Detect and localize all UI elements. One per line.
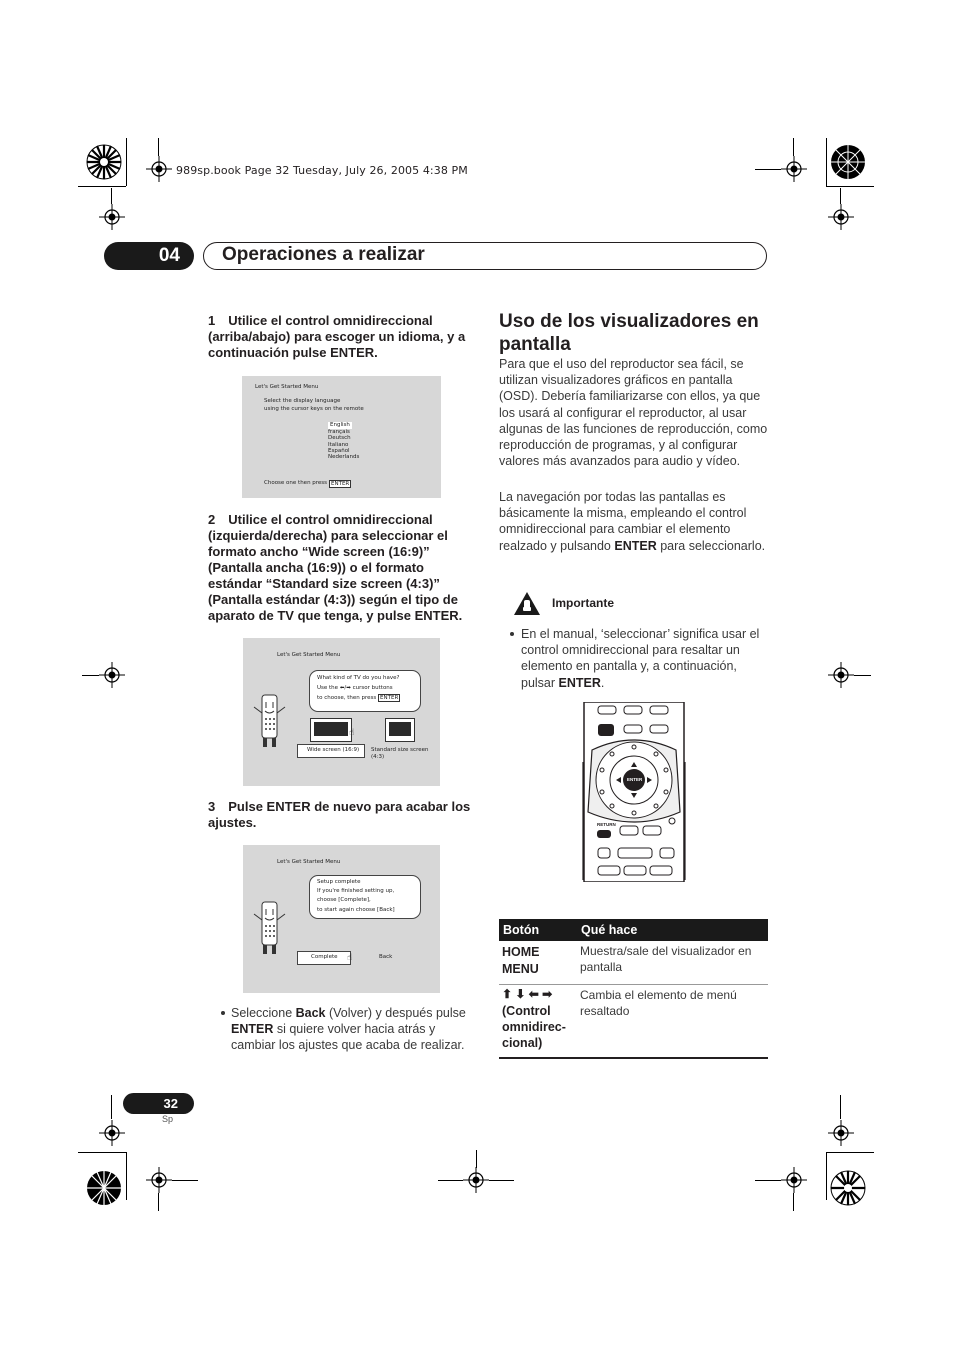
osd-footer: Choose one then press <box>264 480 328 486</box>
starburst-mark-icon <box>84 1168 124 1208</box>
remote-mascot-icon <box>249 693 289 751</box>
pointer-hand-icon: ☝ <box>347 953 353 963</box>
osd-title: Let's Get Started Menu <box>255 384 319 390</box>
wide-screen-option-label: Wide screen (16:9) <box>307 747 360 753</box>
text-part: (Volver) y después pulse <box>325 1006 466 1020</box>
back-keyword: Back <box>295 1006 326 1020</box>
text-part: Seleccione <box>231 1006 296 1020</box>
back-note <box>231 1005 481 1054</box>
tv-standard-option <box>385 718 415 742</box>
text-part: La navegación por todas las pantallas es básicamente la misma, empleando el control omnidireccional para cambiar el elemento realzado y pulsando <box>499 490 747 553</box>
crosshair-mark-icon <box>99 1120 125 1146</box>
column-header-button: Botón <box>503 923 540 937</box>
bullet-dot <box>510 632 514 636</box>
chapter-title: Operaciones a realizar <box>222 244 425 265</box>
step-text: Utilice el control omnidireccional (arriba/abajo) para escoger un idioma, y a continuación pulse ENTER. <box>208 313 466 360</box>
table-row <box>499 985 768 1059</box>
print-slug: 989sp.book Page 32 Tuesday, July 26, 2005 4:38 PM <box>176 164 468 177</box>
language-option: Español <box>328 448 350 454</box>
row-button: (Control omnidirec-cional) <box>502 1004 566 1050</box>
back-option-label: Back <box>379 954 393 960</box>
enter-button-label: ENTER <box>627 777 643 782</box>
osd-screenshot-language <box>242 376 441 498</box>
important-note <box>521 626 769 691</box>
starburst-mark-icon <box>828 1168 868 1208</box>
step-number: 3 <box>208 799 216 814</box>
text-part: En el manual, ‘seleccionar’ significa usar el control omnidireccional para resaltar un elemento en pantalla y, a continuación, pulsar <box>521 627 760 690</box>
enter-keyword: ENTER <box>558 675 601 690</box>
osd-text: to start again choose [Back] <box>317 907 395 913</box>
step-3 <box>208 799 480 831</box>
osd-text: Setup complete <box>317 879 361 885</box>
crosshair-mark-icon <box>828 204 854 230</box>
chapter-number-badge: 04 <box>104 242 194 270</box>
tv-wide-option <box>310 718 355 742</box>
osd-text: What kind of TV do you have? <box>317 675 400 681</box>
step-text: Pulse ENTER de nuevo para acabar los ajustes. <box>208 799 471 830</box>
important-label: Importante <box>552 596 615 610</box>
text-part: . <box>600 675 605 690</box>
step-number: 2 <box>208 512 216 527</box>
enter-key-label: ENTER <box>331 481 350 487</box>
crosshair-mark-icon <box>146 156 172 182</box>
return-button-label: RETURN <box>597 822 616 827</box>
osd-text: If you're finished setting up, <box>317 888 395 894</box>
crosshair-mark-icon <box>99 204 125 230</box>
osd-text: choose [Complete], <box>317 897 371 903</box>
direction-arrows-icon: ⬆ ⬇ ⬅ ➡ <box>502 987 553 1001</box>
osd-screenshot-setup-complete <box>243 845 440 993</box>
crosshair-mark-icon <box>828 662 854 688</box>
osd-title: Let's Get Started Menu <box>277 859 341 865</box>
crosshair-mark-icon <box>99 662 125 688</box>
osd-text-part: Use the <box>317 685 339 691</box>
table-row <box>499 941 768 985</box>
osd-screenshot-tv-type <box>243 638 440 786</box>
crosshair-mark-icon <box>146 1167 172 1193</box>
osd-text-part: to choose, then press <box>317 695 377 701</box>
warning-hand-icon <box>513 591 541 616</box>
language-option-selected: English <box>330 422 350 428</box>
starburst-mark-icon <box>828 142 868 182</box>
step-number: 1 <box>208 313 216 328</box>
row-button: HOME MENU <box>502 945 540 976</box>
language-code: Sp <box>162 1114 174 1124</box>
enter-keyword: ENTER <box>614 538 657 553</box>
step-2 <box>208 512 480 624</box>
language-option: français <box>328 429 350 435</box>
osd-text <box>317 685 393 692</box>
osd-text: Select the display language <box>264 398 341 404</box>
language-option: Italiano <box>328 442 349 448</box>
osd-text <box>317 695 400 702</box>
enter-keyword: ENTER <box>231 1022 274 1037</box>
complete-option-label: Complete <box>311 954 338 960</box>
enter-key-label: ENTER <box>380 695 399 701</box>
navigation-paragraph <box>499 489 769 554</box>
crosshair-mark-icon <box>828 1120 854 1146</box>
standard-screen-option-label: Standard size screen (4:3) <box>371 747 429 760</box>
step-1 <box>208 313 480 361</box>
table-header <box>499 919 768 941</box>
bullet-dot <box>221 1011 225 1015</box>
step-text: Utilice el control omnidireccional (izquierda/derecha) para seleccionar el formato ancho “Wide screen (16:9)” (Pantalla ancha (16:9)) o el formato estándar “Standard size screen (4:3)” (Pantalla estándar (4:3)) según el tipo de aparato de TV que tenga, y pulse ENTER. <box>208 512 463 623</box>
crosshair-mark-icon <box>781 1167 807 1193</box>
crosshair-mark-icon <box>781 156 807 182</box>
pointer-hand-icon: ☝ <box>349 728 355 738</box>
osd-text: using the cursor keys on the remote <box>264 406 364 412</box>
row-description: Cambia el elemento de menú resaltado <box>580 988 737 1019</box>
starburst-mark-icon <box>84 142 124 182</box>
section-heading: Uso de los visualizadores en pantalla <box>499 311 759 355</box>
remote-control-illustration <box>580 702 688 882</box>
crosshair-mark-icon <box>463 1167 489 1193</box>
text-part: si quiere volver hacia atrás y cambiar los ajustes que acaba de realizar. <box>231 1022 465 1053</box>
osd-title: Let's Get Started Menu <box>277 652 341 658</box>
intro-paragraph: Para que el uso del reproductor sea fácil, se utilizan visualizadores gráficos en pantalla (OSD). Debería familiarizarse con ellos, ya que los usará al configurar el reproductor, al usar algunas de las funciones de reproducción, como reproducción de programas, y al configurar valores más avanzados para audio y vídeo. <box>499 357 768 469</box>
remote-mascot-icon <box>249 900 289 958</box>
osd-text-part: cursor buttons <box>352 685 393 691</box>
page-number: 32 <box>123 1093 194 1114</box>
column-header-function: Qué hace <box>581 923 638 937</box>
arrow-left-right-icon: ⬅/➡ <box>339 685 351 691</box>
text-part: para seleccionarlo. <box>656 538 766 553</box>
row-description: Muestra/sale del visualizador en pantalla <box>580 944 752 975</box>
language-option: Nederlands <box>328 454 360 460</box>
language-option: Deutsch <box>328 435 351 441</box>
